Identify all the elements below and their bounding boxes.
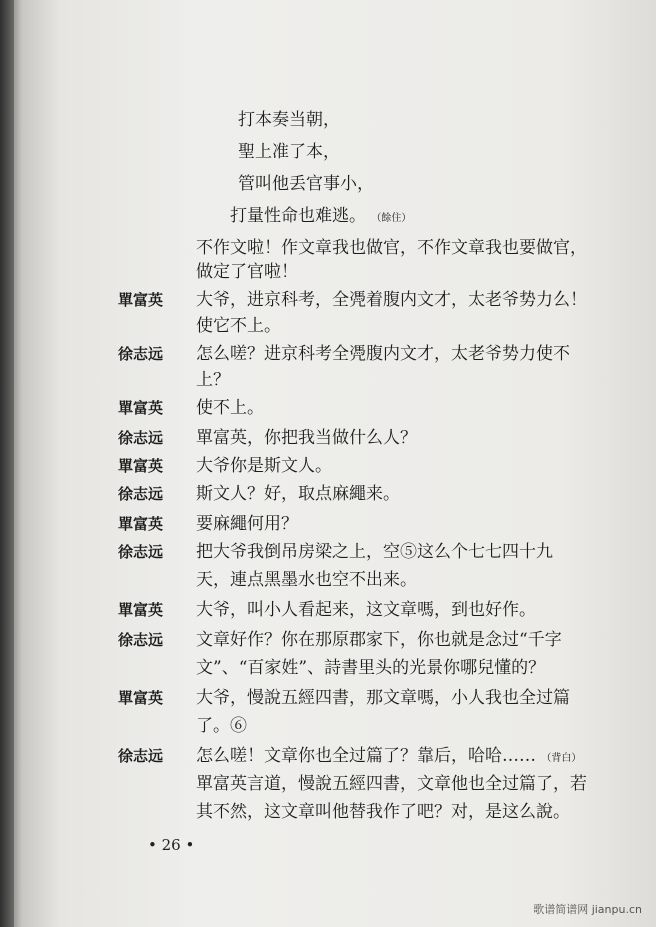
speaker-name: 單富英: [118, 601, 164, 619]
dialogue-line: [196, 746, 581, 769]
dialogue-line: 文章好作？你在那原郡家下，你也就是念过“千字: [196, 630, 562, 650]
dialogue-text: 怎么嗟！文章你也全过篇了？靠后，哈哈……: [196, 746, 536, 766]
dialogue-line: 單富英，你把我当做什么人？: [196, 428, 417, 448]
dialogue-line: 把大爷我倒吊房梁之上，空⑤这么个七七四十九: [196, 542, 553, 562]
speaker-name: 徐志远: [118, 345, 164, 363]
verse-line: [230, 206, 411, 229]
dialogue-line: 大爷，慢說五經四書，那文章嗎，小人我也全过篇: [196, 688, 570, 708]
speaker-name: 單富英: [118, 399, 164, 417]
dialogue-line: 斯文人？好，取点麻繩来。: [196, 484, 400, 504]
speaker-name: 徐志远: [118, 631, 164, 649]
dialogue-line: 大爷你是斯文人。: [196, 456, 332, 476]
verse-line: 管叫他丢官事小，: [238, 174, 374, 194]
dialogue-line: 怎么嗟？进京科考全凴腹内文才，太老爷势力使不: [196, 344, 570, 364]
dialogue-line: 單富英言道，慢說五經四書，文章他也全过篇了，若: [196, 774, 587, 794]
dialogue-line: 上？: [196, 370, 230, 390]
speaker-name: 單富英: [118, 689, 164, 707]
dialogue-line: 不作文啦！作文章我也做官，不作文章我也要做官，: [196, 238, 587, 258]
book-spine: [0, 0, 14, 927]
site-watermark: 歌谱简谱网 jianpu.cn: [533, 903, 642, 916]
speaker-name: 徐志远: [118, 543, 164, 561]
speaker-name: 單富英: [118, 515, 164, 533]
verse-text: 打量性命也难逃。: [230, 206, 366, 226]
dialogue-note: （背白）: [541, 753, 582, 764]
dialogue-line: 要麻繩何用？: [196, 514, 298, 534]
verse-line: 打本奏当朝，: [238, 110, 340, 130]
page-number: • 26 •: [148, 836, 195, 854]
speaker-name: 徐志远: [118, 485, 164, 503]
verse-line: 聖上准了本，: [238, 142, 340, 162]
dialogue-line: 天，連点黑墨水也空不出来。: [196, 570, 417, 590]
speaker-name: 徐志远: [118, 429, 164, 447]
dialogue-line: 做定了官啦！: [196, 262, 298, 282]
dialogue-line: 文”、“百家姓”、詩書里头的光景你哪兒懂的？: [196, 658, 546, 678]
dialogue-line: 使它不上。: [196, 316, 281, 336]
dialogue-line: 使不上。: [196, 398, 264, 418]
dialogue-line: 大爷，叫小人看起来，这文章嗎，到也好作。: [196, 600, 536, 620]
verse-note: （餘住）: [371, 213, 412, 224]
speaker-name: 單富英: [118, 291, 164, 309]
speaker-name: 徐志远: [118, 747, 164, 765]
dialogue-line: 大爷，进京科考，全凴着腹内文才，太老爷势力么！: [196, 290, 587, 310]
dialogue-line: 了。⑥: [196, 716, 247, 736]
speaker-name: 單富英: [118, 457, 164, 475]
dialogue-line: 其不然，这文章叫他替我作了吧？对，是这么說。: [196, 802, 570, 822]
